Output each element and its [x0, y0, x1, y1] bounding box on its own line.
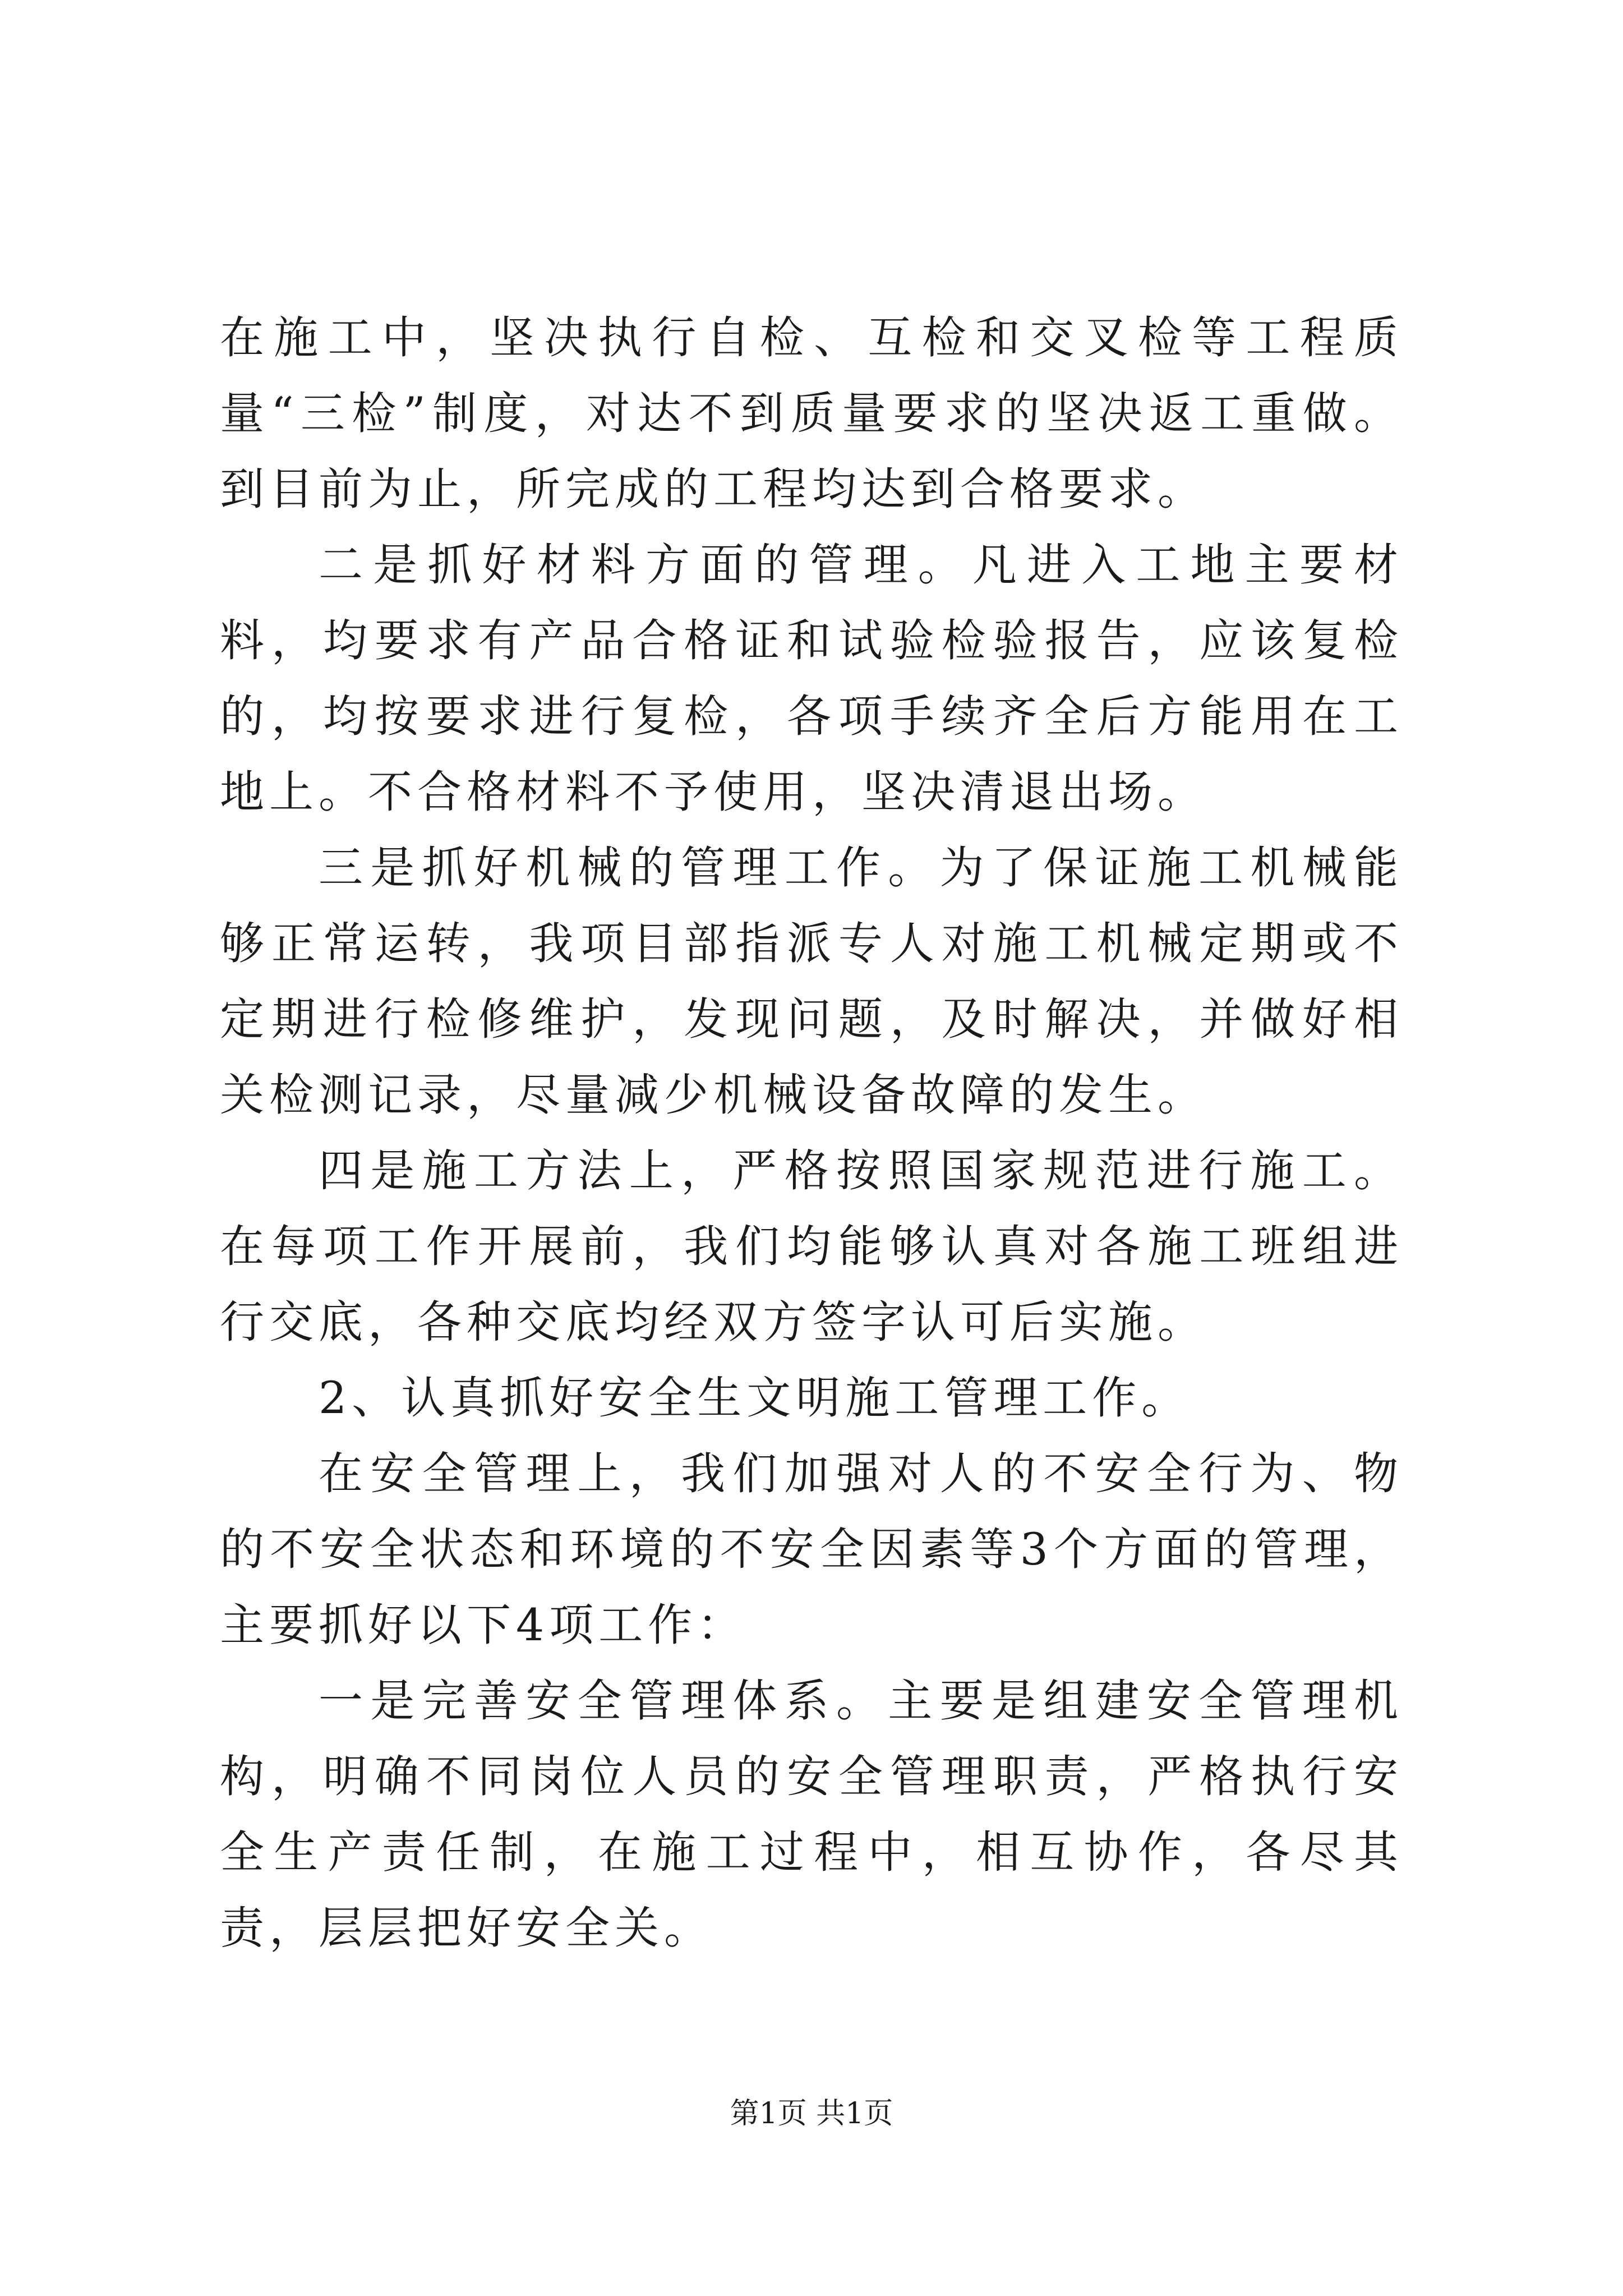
document-body [220, 300, 1403, 1966]
paragraph-safety-system: 一是完善安全管理体系。主要是组建安全管理机构，明确不同岗位人员的安全管理职责，严格执行安全生产责任制，在施工过程中，相互协作，各尽其责，层层把好安全关。 [220, 1675, 1403, 1954]
paragraph-methods: 四是施工方法上，严格按照国家规范进行施工。在每项工作开展前，我们均能够认真对各施工班组进行交底，各种交底均经双方签字认可后实施。 [220, 1145, 1403, 1348]
paragraph-continuation: 在施工中，坚决执行自检、互检和交叉检等工程质量“三检”制度，对达不到质量要求的坚决返工重做。到目前为止，所完成的工程均达到合格要求。 [220, 312, 1403, 515]
page-footer: 第1页 共1页 [730, 2097, 893, 2131]
paragraph-safety-intro: 在安全管理上，我们加强对人的不安全行为、物的不安全状态和环境的不安全因素等3个方面的管理，主要抓好以下4项工作： [220, 1448, 1403, 1651]
section-heading-safety: 2、认真抓好安全生文明施工管理工作。 [319, 1372, 1191, 1424]
paragraph-machinery: 三是抓好机械的管理工作。为了保证施工机械能够正常运转，我项目部指派专人对施工机械定期或不定期进行检修维护，发现问题，及时解决，并做好相关检测记录，尽量减少机械设备故障的发生。 [220, 842, 1403, 1121]
paragraph-materials: 二是抓好材料方面的管理。凡进入工地主要材料，均要求有产品合格证和试验检验报告，应该复检的，均按要求进行复检，各项手续齐全后方能用在工地上。不合格材料不予使用，坚决清退出场。 [220, 539, 1403, 818]
